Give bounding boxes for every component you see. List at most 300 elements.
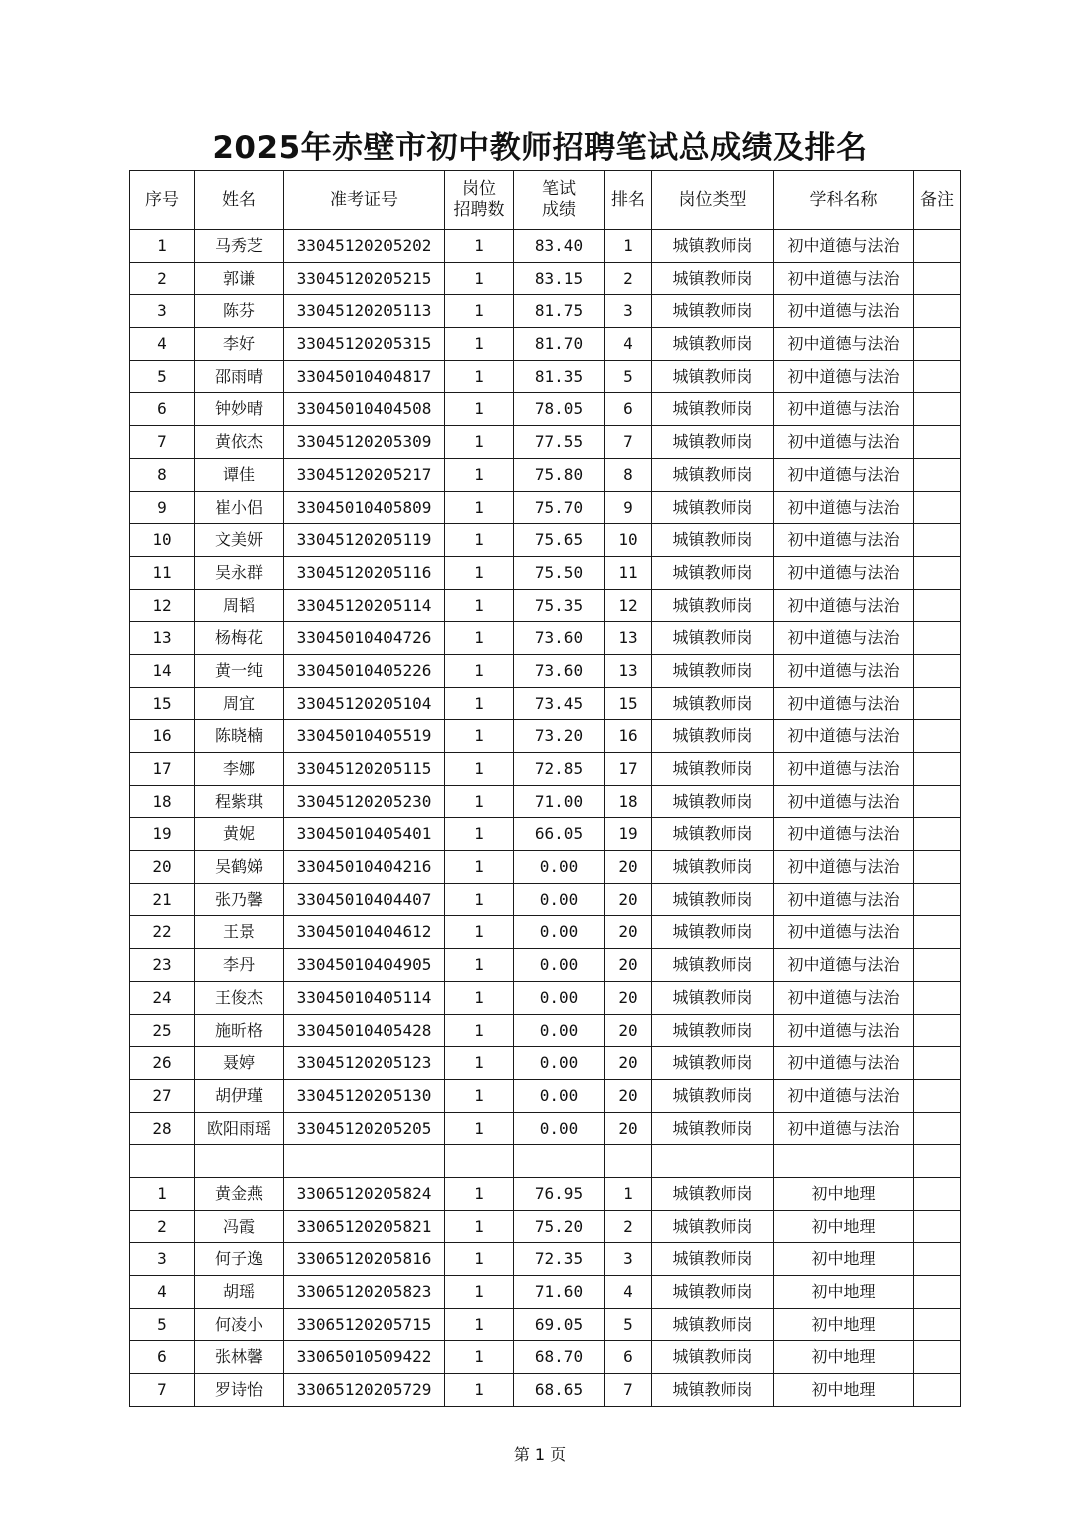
cell-score: 78.05 bbox=[514, 393, 605, 426]
cell-quota: 1 bbox=[445, 1276, 514, 1309]
cell-remark bbox=[914, 491, 961, 524]
cell-seq: 18 bbox=[130, 785, 195, 818]
cell-score: 73.60 bbox=[514, 654, 605, 687]
cell-remark bbox=[914, 556, 961, 589]
cell-score: 75.70 bbox=[514, 491, 605, 524]
cell-rank: 10 bbox=[605, 524, 652, 557]
cell-rank: 3 bbox=[605, 1243, 652, 1276]
cell-ticket: 33045120205119 bbox=[284, 524, 445, 557]
cell-subject: 初中地理 bbox=[774, 1374, 914, 1407]
table-row bbox=[130, 458, 961, 491]
cell-subject: 初中地理 bbox=[774, 1210, 914, 1243]
cell-remark bbox=[914, 818, 961, 851]
cell-ticket: 33045120205104 bbox=[284, 687, 445, 720]
cell-name: 胡瑶 bbox=[195, 1276, 284, 1309]
cell-score bbox=[514, 1145, 605, 1178]
cell-post-type bbox=[652, 1145, 774, 1178]
cell-rank: 6 bbox=[605, 393, 652, 426]
cell-ticket: 33045010404726 bbox=[284, 622, 445, 655]
cell-score: 0.00 bbox=[514, 1014, 605, 1047]
cell-ticket: 33065120205729 bbox=[284, 1374, 445, 1407]
cell-quota: 1 bbox=[445, 393, 514, 426]
header-subject: 学科名称 bbox=[774, 171, 914, 230]
cell-post-type: 城镇教师岗 bbox=[652, 1210, 774, 1243]
table-row bbox=[130, 1047, 961, 1080]
table-row bbox=[130, 230, 961, 263]
cell-rank: 3 bbox=[605, 295, 652, 328]
cell-quota: 1 bbox=[445, 753, 514, 786]
cell-rank: 20 bbox=[605, 851, 652, 884]
cell-remark bbox=[914, 1177, 961, 1210]
cell-name: 谭佳 bbox=[195, 458, 284, 491]
cell-rank: 7 bbox=[605, 1374, 652, 1407]
cell-rank: 20 bbox=[605, 1112, 652, 1145]
cell-seq: 1 bbox=[130, 230, 195, 263]
table-row bbox=[130, 818, 961, 851]
cell-quota: 1 bbox=[445, 818, 514, 851]
cell-score: 75.20 bbox=[514, 1210, 605, 1243]
cell-rank: 2 bbox=[605, 1210, 652, 1243]
table-row bbox=[130, 622, 961, 655]
cell-post-type: 城镇教师岗 bbox=[652, 687, 774, 720]
cell-rank: 20 bbox=[605, 949, 652, 982]
cell-name bbox=[195, 1145, 284, 1178]
cell-name: 周韬 bbox=[195, 589, 284, 622]
cell-score: 68.65 bbox=[514, 1374, 605, 1407]
cell-name: 黄依杰 bbox=[195, 426, 284, 459]
header-score bbox=[514, 171, 605, 230]
cell-seq: 4 bbox=[130, 1276, 195, 1309]
cell-remark bbox=[914, 393, 961, 426]
cell-remark bbox=[914, 720, 961, 753]
cell-ticket: 33045010405226 bbox=[284, 654, 445, 687]
cell-subject: 初中道德与法治 bbox=[774, 1112, 914, 1145]
cell-subject: 初中道德与法治 bbox=[774, 426, 914, 459]
cell-post-type: 城镇教师岗 bbox=[652, 426, 774, 459]
cell-seq: 13 bbox=[130, 622, 195, 655]
cell-quota: 1 bbox=[445, 654, 514, 687]
cell-name: 罗诗怡 bbox=[195, 1374, 284, 1407]
table-row bbox=[130, 1112, 961, 1145]
cell-remark bbox=[914, 622, 961, 655]
cell-post-type: 城镇教师岗 bbox=[652, 1112, 774, 1145]
cell-score: 73.45 bbox=[514, 687, 605, 720]
header-seq: 序号 bbox=[130, 171, 195, 230]
cell-rank: 13 bbox=[605, 622, 652, 655]
page-title: 2025年赤壁市初中教师招聘笔试总成绩及排名 bbox=[212, 130, 868, 166]
cell-seq: 2 bbox=[130, 262, 195, 295]
cell-score: 81.75 bbox=[514, 295, 605, 328]
cell-ticket: 33045010404905 bbox=[284, 949, 445, 982]
cell-name: 黄金燕 bbox=[195, 1177, 284, 1210]
cell-seq: 22 bbox=[130, 916, 195, 949]
cell-remark bbox=[914, 1145, 961, 1178]
cell-subject bbox=[774, 1145, 914, 1178]
table-row bbox=[130, 1177, 961, 1210]
table-row bbox=[130, 981, 961, 1014]
cell-subject: 初中地理 bbox=[774, 1276, 914, 1309]
cell-post-type: 城镇教师岗 bbox=[652, 230, 774, 263]
cell-remark bbox=[914, 426, 961, 459]
table-row bbox=[130, 360, 961, 393]
cell-subject: 初中道德与法治 bbox=[774, 883, 914, 916]
cell-rank: 20 bbox=[605, 916, 652, 949]
cell-name: 何凌小 bbox=[195, 1308, 284, 1341]
cell-score: 69.05 bbox=[514, 1308, 605, 1341]
cell-rank: 8 bbox=[605, 458, 652, 491]
cell-name: 钟妙晴 bbox=[195, 393, 284, 426]
cell-ticket: 33065120205824 bbox=[284, 1177, 445, 1210]
cell-subject: 初中道德与法治 bbox=[774, 262, 914, 295]
cell-seq: 26 bbox=[130, 1047, 195, 1080]
cell-score: 75.50 bbox=[514, 556, 605, 589]
cell-post-type: 城镇教师岗 bbox=[652, 262, 774, 295]
cell-subject: 初中道德与法治 bbox=[774, 818, 914, 851]
cell-subject: 初中道德与法治 bbox=[774, 393, 914, 426]
cell-subject: 初中地理 bbox=[774, 1341, 914, 1374]
cell-post-type: 城镇教师岗 bbox=[652, 1308, 774, 1341]
cell-seq: 4 bbox=[130, 328, 195, 361]
cell-name: 陈晓楠 bbox=[195, 720, 284, 753]
cell-post-type: 城镇教师岗 bbox=[652, 360, 774, 393]
cell-remark bbox=[914, 1374, 961, 1407]
header-quota-line2: 招聘数 bbox=[453, 200, 505, 220]
cell-rank: 18 bbox=[605, 785, 652, 818]
cell-score: 83.15 bbox=[514, 262, 605, 295]
cell-score: 73.20 bbox=[514, 720, 605, 753]
cell-ticket: 33045010405401 bbox=[284, 818, 445, 851]
cell-quota: 1 bbox=[445, 262, 514, 295]
cell-quota: 1 bbox=[445, 230, 514, 263]
cell-ticket: 33045120205309 bbox=[284, 426, 445, 459]
cell-rank: 9 bbox=[605, 491, 652, 524]
cell-rank: 20 bbox=[605, 1047, 652, 1080]
cell-remark bbox=[914, 916, 961, 949]
cell-remark bbox=[914, 883, 961, 916]
cell-quota: 1 bbox=[445, 1014, 514, 1047]
cell-post-type: 城镇教师岗 bbox=[652, 1374, 774, 1407]
cell-quota: 1 bbox=[445, 426, 514, 459]
cell-name: 李丹 bbox=[195, 949, 284, 982]
cell-quota: 1 bbox=[445, 785, 514, 818]
cell-rank: 15 bbox=[605, 687, 652, 720]
cell-post-type: 城镇教师岗 bbox=[652, 491, 774, 524]
cell-seq: 5 bbox=[130, 360, 195, 393]
cell-post-type: 城镇教师岗 bbox=[652, 1079, 774, 1112]
cell-name: 施昕格 bbox=[195, 1014, 284, 1047]
table-row bbox=[130, 1145, 961, 1178]
cell-post-type: 城镇教师岗 bbox=[652, 1341, 774, 1374]
cell-quota: 1 bbox=[445, 1210, 514, 1243]
cell-quota: 1 bbox=[445, 1341, 514, 1374]
cell-remark bbox=[914, 262, 961, 295]
cell-rank: 2 bbox=[605, 262, 652, 295]
table-row bbox=[130, 1079, 961, 1112]
cell-quota: 1 bbox=[445, 1243, 514, 1276]
header-remark: 备注 bbox=[914, 171, 961, 230]
header-post-type: 岗位类型 bbox=[652, 171, 774, 230]
cell-ticket: 33045010404508 bbox=[284, 393, 445, 426]
cell-subject: 初中地理 bbox=[774, 1243, 914, 1276]
cell-name: 马秀芝 bbox=[195, 230, 284, 263]
cell-subject: 初中道德与法治 bbox=[774, 491, 914, 524]
cell-subject: 初中道德与法治 bbox=[774, 295, 914, 328]
table-row bbox=[130, 720, 961, 753]
cell-subject: 初中道德与法治 bbox=[774, 524, 914, 557]
cell-name: 王俊杰 bbox=[195, 981, 284, 1014]
cell-rank: 11 bbox=[605, 556, 652, 589]
cell-name: 邵雨晴 bbox=[195, 360, 284, 393]
cell-remark bbox=[914, 1308, 961, 1341]
table-row bbox=[130, 1308, 961, 1341]
cell-ticket: 33045010404216 bbox=[284, 851, 445, 884]
cell-seq: 7 bbox=[130, 1374, 195, 1407]
cell-ticket: 33045120205113 bbox=[284, 295, 445, 328]
cell-subject: 初中道德与法治 bbox=[774, 622, 914, 655]
cell-ticket: 33045120205202 bbox=[284, 230, 445, 263]
cell-remark bbox=[914, 1079, 961, 1112]
cell-remark bbox=[914, 360, 961, 393]
cell-seq: 6 bbox=[130, 1341, 195, 1374]
cell-quota: 1 bbox=[445, 328, 514, 361]
table-row bbox=[130, 687, 961, 720]
cell-score: 0.00 bbox=[514, 981, 605, 1014]
cell-remark bbox=[914, 328, 961, 361]
cell-ticket: 33045120205123 bbox=[284, 1047, 445, 1080]
header-quota bbox=[445, 171, 514, 230]
table-row bbox=[130, 1014, 961, 1047]
cell-subject: 初中道德与法治 bbox=[774, 785, 914, 818]
cell-rank: 5 bbox=[605, 360, 652, 393]
cell-remark bbox=[914, 851, 961, 884]
cell-rank: 13 bbox=[605, 654, 652, 687]
cell-post-type: 城镇教师岗 bbox=[652, 1014, 774, 1047]
cell-quota: 1 bbox=[445, 851, 514, 884]
cell-remark bbox=[914, 295, 961, 328]
table-row bbox=[130, 1276, 961, 1309]
cell-quota: 1 bbox=[445, 589, 514, 622]
cell-remark bbox=[914, 1243, 961, 1276]
cell-rank: 7 bbox=[605, 426, 652, 459]
cell-ticket: 33045120205130 bbox=[284, 1079, 445, 1112]
header-score-line2: 成绩 bbox=[542, 200, 576, 220]
cell-subject: 初中地理 bbox=[774, 1177, 914, 1210]
cell-rank: 20 bbox=[605, 1014, 652, 1047]
cell-post-type: 城镇教师岗 bbox=[652, 785, 774, 818]
table-row bbox=[130, 1243, 961, 1276]
results-table bbox=[129, 170, 961, 1407]
cell-quota: 1 bbox=[445, 916, 514, 949]
cell-subject: 初中道德与法治 bbox=[774, 556, 914, 589]
cell-subject: 初中道德与法治 bbox=[774, 589, 914, 622]
cell-remark bbox=[914, 1014, 961, 1047]
cell-quota: 1 bbox=[445, 883, 514, 916]
table-row bbox=[130, 295, 961, 328]
cell-quota: 1 bbox=[445, 622, 514, 655]
cell-ticket: 33045120205230 bbox=[284, 785, 445, 818]
cell-quota: 1 bbox=[445, 458, 514, 491]
header-score-line1: 笔试 bbox=[542, 178, 576, 199]
cell-score: 71.00 bbox=[514, 785, 605, 818]
cell-post-type: 城镇教师岗 bbox=[652, 1047, 774, 1080]
cell-quota: 1 bbox=[445, 1047, 514, 1080]
cell-seq: 16 bbox=[130, 720, 195, 753]
cell-seq: 27 bbox=[130, 1079, 195, 1112]
cell-ticket: 33045010404612 bbox=[284, 916, 445, 949]
cell-name: 何子逸 bbox=[195, 1243, 284, 1276]
cell-subject: 初中道德与法治 bbox=[774, 1047, 914, 1080]
cell-seq: 25 bbox=[130, 1014, 195, 1047]
cell-quota bbox=[445, 1145, 514, 1178]
cell-remark bbox=[914, 230, 961, 263]
cell-post-type: 城镇教师岗 bbox=[652, 916, 774, 949]
cell-seq: 20 bbox=[130, 851, 195, 884]
cell-quota: 1 bbox=[445, 720, 514, 753]
cell-post-type: 城镇教师岗 bbox=[652, 851, 774, 884]
cell-rank: 20 bbox=[605, 981, 652, 1014]
cell-seq: 3 bbox=[130, 1243, 195, 1276]
cell-rank: 1 bbox=[605, 230, 652, 263]
cell-quota: 1 bbox=[445, 1177, 514, 1210]
cell-seq: 6 bbox=[130, 393, 195, 426]
page-number: 第 1 页 bbox=[513, 1445, 567, 1464]
cell-quota: 1 bbox=[445, 491, 514, 524]
header-name: 姓名 bbox=[195, 171, 284, 230]
cell-name: 胡伊瑾 bbox=[195, 1079, 284, 1112]
cell-quota: 1 bbox=[445, 1374, 514, 1407]
table-row bbox=[130, 1210, 961, 1243]
cell-rank: 1 bbox=[605, 1177, 652, 1210]
cell-subject: 初中道德与法治 bbox=[774, 360, 914, 393]
table-row bbox=[130, 949, 961, 982]
cell-seq: 21 bbox=[130, 883, 195, 916]
table-row bbox=[130, 916, 961, 949]
cell-name: 杨梅花 bbox=[195, 622, 284, 655]
cell-subject: 初中道德与法治 bbox=[774, 1014, 914, 1047]
cell-score: 0.00 bbox=[514, 883, 605, 916]
cell-remark bbox=[914, 1210, 961, 1243]
cell-remark bbox=[914, 654, 961, 687]
cell-post-type: 城镇教师岗 bbox=[652, 556, 774, 589]
cell-seq bbox=[130, 1145, 195, 1178]
cell-subject: 初中道德与法治 bbox=[774, 851, 914, 884]
cell-seq: 23 bbox=[130, 949, 195, 982]
cell-subject: 初中道德与法治 bbox=[774, 654, 914, 687]
cell-score: 75.65 bbox=[514, 524, 605, 557]
cell-seq: 5 bbox=[130, 1308, 195, 1341]
table-row bbox=[130, 524, 961, 557]
table-row bbox=[130, 785, 961, 818]
cell-post-type: 城镇教师岗 bbox=[652, 883, 774, 916]
cell-rank: 4 bbox=[605, 328, 652, 361]
cell-post-type: 城镇教师岗 bbox=[652, 720, 774, 753]
cell-rank: 16 bbox=[605, 720, 652, 753]
cell-name: 陈芬 bbox=[195, 295, 284, 328]
cell-score: 0.00 bbox=[514, 1047, 605, 1080]
cell-score: 66.05 bbox=[514, 818, 605, 851]
cell-name: 郭谦 bbox=[195, 262, 284, 295]
cell-quota: 1 bbox=[445, 687, 514, 720]
cell-ticket: 33045120205116 bbox=[284, 556, 445, 589]
cell-ticket: 33065120205816 bbox=[284, 1243, 445, 1276]
cell-score: 0.00 bbox=[514, 916, 605, 949]
cell-ticket: 33045010404407 bbox=[284, 883, 445, 916]
cell-post-type: 城镇教师岗 bbox=[652, 949, 774, 982]
cell-ticket bbox=[284, 1145, 445, 1178]
cell-seq: 11 bbox=[130, 556, 195, 589]
cell-quota: 1 bbox=[445, 1308, 514, 1341]
cell-ticket: 33045120205205 bbox=[284, 1112, 445, 1145]
cell-ticket: 33045010404817 bbox=[284, 360, 445, 393]
cell-remark bbox=[914, 1341, 961, 1374]
cell-ticket: 33045120205217 bbox=[284, 458, 445, 491]
cell-ticket: 33045120205115 bbox=[284, 753, 445, 786]
cell-rank: 19 bbox=[605, 818, 652, 851]
cell-score: 77.55 bbox=[514, 426, 605, 459]
cell-subject: 初中道德与法治 bbox=[774, 328, 914, 361]
cell-post-type: 城镇教师岗 bbox=[652, 328, 774, 361]
cell-seq: 28 bbox=[130, 1112, 195, 1145]
cell-post-type: 城镇教师岗 bbox=[652, 622, 774, 655]
header-quota-line1: 岗位 bbox=[462, 178, 496, 199]
cell-seq: 19 bbox=[130, 818, 195, 851]
cell-rank bbox=[605, 1145, 652, 1178]
cell-subject: 初中道德与法治 bbox=[774, 981, 914, 1014]
cell-name: 李娜 bbox=[195, 753, 284, 786]
cell-post-type: 城镇教师岗 bbox=[652, 1177, 774, 1210]
cell-ticket: 33065120205715 bbox=[284, 1308, 445, 1341]
cell-score: 0.00 bbox=[514, 1079, 605, 1112]
cell-rank: 20 bbox=[605, 1079, 652, 1112]
cell-post-type: 城镇教师岗 bbox=[652, 981, 774, 1014]
cell-quota: 1 bbox=[445, 981, 514, 1014]
cell-ticket: 33045120205114 bbox=[284, 589, 445, 622]
cell-score: 0.00 bbox=[514, 851, 605, 884]
cell-name: 吴鹤娣 bbox=[195, 851, 284, 884]
cell-subject: 初中道德与法治 bbox=[774, 458, 914, 491]
cell-ticket: 33045010405519 bbox=[284, 720, 445, 753]
cell-name: 吴永群 bbox=[195, 556, 284, 589]
cell-remark bbox=[914, 687, 961, 720]
header-rank: 排名 bbox=[605, 171, 652, 230]
cell-remark bbox=[914, 753, 961, 786]
cell-seq: 10 bbox=[130, 524, 195, 557]
table-row bbox=[130, 328, 961, 361]
cell-name: 程紫琪 bbox=[195, 785, 284, 818]
cell-seq: 14 bbox=[130, 654, 195, 687]
cell-ticket: 33065120205821 bbox=[284, 1210, 445, 1243]
cell-seq: 12 bbox=[130, 589, 195, 622]
cell-subject: 初中道德与法治 bbox=[774, 949, 914, 982]
cell-post-type: 城镇教师岗 bbox=[652, 654, 774, 687]
cell-score: 73.60 bbox=[514, 622, 605, 655]
cell-rank: 6 bbox=[605, 1341, 652, 1374]
table-row bbox=[130, 393, 961, 426]
cell-remark bbox=[914, 458, 961, 491]
cell-subject: 初中道德与法治 bbox=[774, 720, 914, 753]
cell-seq: 15 bbox=[130, 687, 195, 720]
table-header-row bbox=[130, 171, 961, 230]
cell-rank: 20 bbox=[605, 883, 652, 916]
cell-score: 71.60 bbox=[514, 1276, 605, 1309]
cell-quota: 1 bbox=[445, 556, 514, 589]
cell-quota: 1 bbox=[445, 1079, 514, 1112]
cell-name: 张乃馨 bbox=[195, 883, 284, 916]
cell-ticket: 33065120205823 bbox=[284, 1276, 445, 1309]
cell-rank: 17 bbox=[605, 753, 652, 786]
table-row bbox=[130, 753, 961, 786]
cell-score: 76.95 bbox=[514, 1177, 605, 1210]
